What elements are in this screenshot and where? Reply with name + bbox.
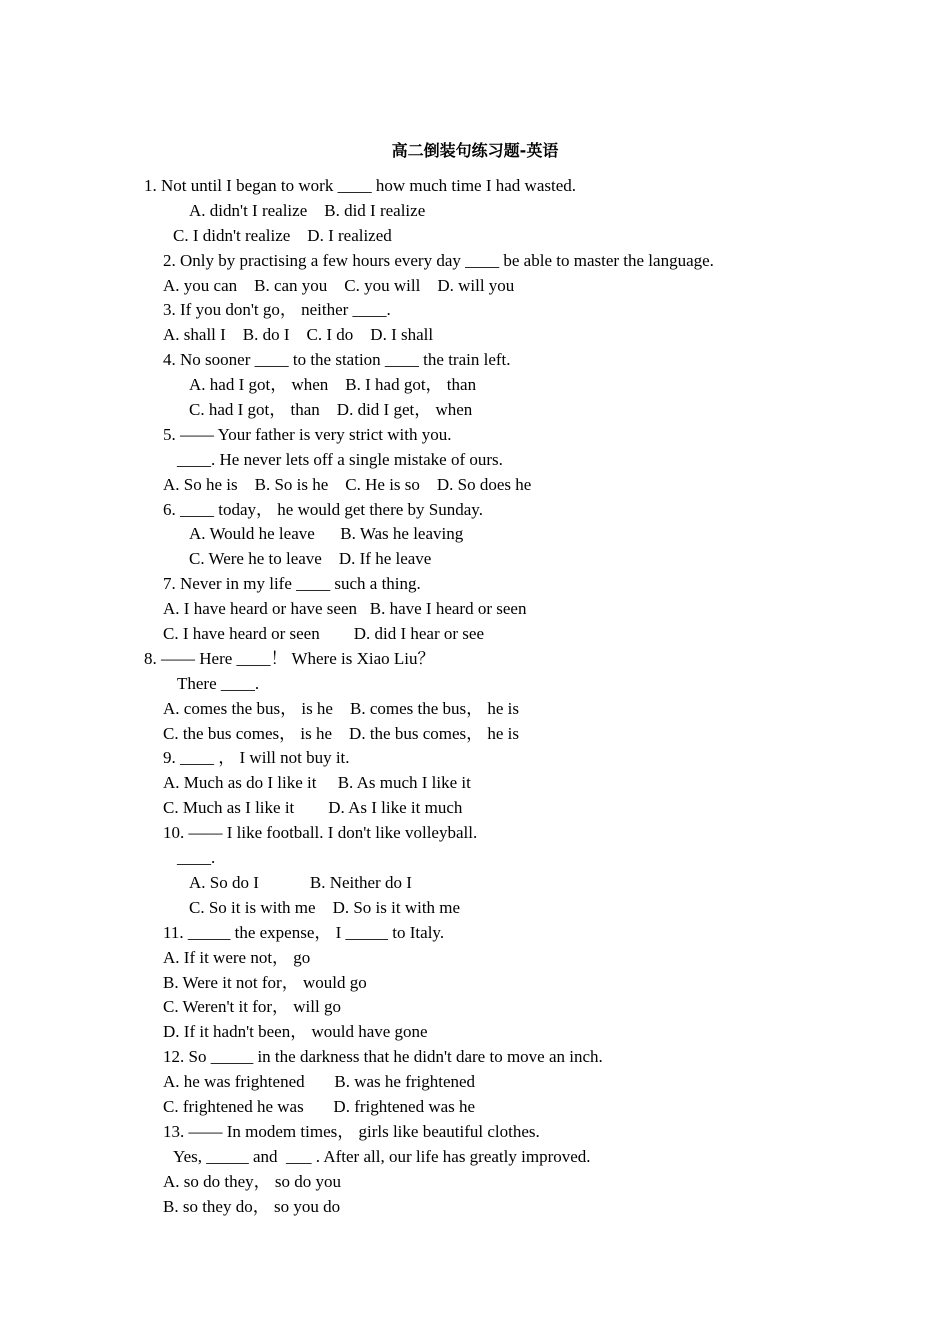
question-9-options-cd: C. Much as I like it D. As I like it much bbox=[163, 798, 463, 818]
question-11-option-c: C. Weren't it for， will go bbox=[163, 997, 341, 1017]
question-5-options: A. So he is B. So is he C. He is so D. So does he bbox=[163, 474, 532, 494]
question-8-stem: 8. —— Here ____！ Where is Xiao Liu？ bbox=[144, 648, 435, 668]
question-6-stem: 6. ____ today， he would get there by Sunday. bbox=[163, 499, 483, 519]
question-7-stem: 7. Never in my life ____ such a thing. bbox=[163, 574, 421, 594]
question-6-options-ab: A. Would he leave B. Was he leaving bbox=[189, 524, 464, 544]
question-4-stem: 4. No sooner ____ to the station ____ the train left. bbox=[163, 350, 511, 370]
document-title: 高二倒装句练习题-英语 bbox=[391, 141, 559, 160]
question-13-reply: Yes, _____ and ___ . After all, our life has greatly improved. bbox=[173, 1146, 591, 1166]
question-4-options-cd: C. had I got， than D. did I get， when bbox=[189, 400, 473, 420]
question-5-stem: 5. —— Your father is very strict with you. bbox=[163, 424, 452, 444]
question-5-reply: ____. He never lets off a single mistake of ours. bbox=[177, 449, 503, 469]
question-12-options-cd: C. frightened he was D. frightened was he bbox=[163, 1096, 476, 1116]
question-list bbox=[0, 174, 950, 1219]
question-13-stem: 13. —— In modem times， girls like beautiful clothes. bbox=[163, 1121, 540, 1141]
question-8-reply: There ____. bbox=[177, 673, 260, 693]
question-6-options-cd: C. Were he to leave D. If he leave bbox=[189, 549, 432, 569]
question-1-options-cd: C. I didn't realize D. I realized bbox=[173, 225, 392, 245]
question-3-options: A. shall I B. do I C. I do D. I shall bbox=[163, 325, 434, 345]
question-10-options-ab: A. So do I B. Neither do I bbox=[189, 872, 412, 892]
question-3-stem: 3. If you don't go， neither ____. bbox=[163, 300, 391, 320]
question-8-options-ab: A. comes the bus， is he B. comes the bus， he is bbox=[163, 698, 520, 718]
question-10-stem: 10. —— I like football. I don't like volleyball. bbox=[163, 823, 478, 843]
question-7-options-ab: A. I have heard or have seen B. have I heard or seen bbox=[163, 599, 527, 619]
question-7-options-cd: C. I have heard or seen D. did I hear or see bbox=[163, 624, 484, 644]
question-12-options-ab: A. he was frightened B. was he frightened bbox=[163, 1072, 476, 1092]
question-13-option-b: B. so they do， so you do bbox=[163, 1196, 341, 1216]
question-10-reply: ____. bbox=[177, 848, 216, 868]
question-1-options-ab: A. didn't I realize B. did I realize bbox=[189, 200, 426, 220]
question-2-options: A. you can B. can you C. you will D. will you bbox=[163, 275, 515, 295]
question-11-option-d: D. If it hadn't been， would have gone bbox=[163, 1022, 428, 1042]
question-9-stem: 9. ____ ， I will not buy it. bbox=[163, 748, 350, 768]
question-13-option-a: A. so do they， so do you bbox=[163, 1171, 342, 1191]
question-12-stem: 12. So _____ in the darkness that he didn't dare to move an inch. bbox=[163, 1047, 603, 1067]
question-1-stem: 1. Not until I began to work ____ how much time I had wasted. bbox=[144, 176, 577, 195]
question-2-stem: 2. Only by practising a few hours every day ____ be able to master the language. bbox=[163, 250, 714, 270]
question-9-options-ab: A. Much as do I like it B. As much I like it bbox=[163, 773, 471, 793]
question-11-option-b: B. Were it not for， would go bbox=[163, 972, 367, 992]
question-11-stem: 11. _____ the expense， I _____ to Italy. bbox=[163, 922, 445, 942]
question-11-option-a: A. If it were not， go bbox=[163, 947, 311, 967]
question-4-options-ab: A. had I got， when B. I had got， than bbox=[189, 375, 477, 395]
question-10-options-cd: C. So it is with me D. So is it with me bbox=[189, 897, 461, 917]
question-8-options-cd: C. the bus comes， is he D. the bus comes， he is bbox=[163, 723, 520, 743]
